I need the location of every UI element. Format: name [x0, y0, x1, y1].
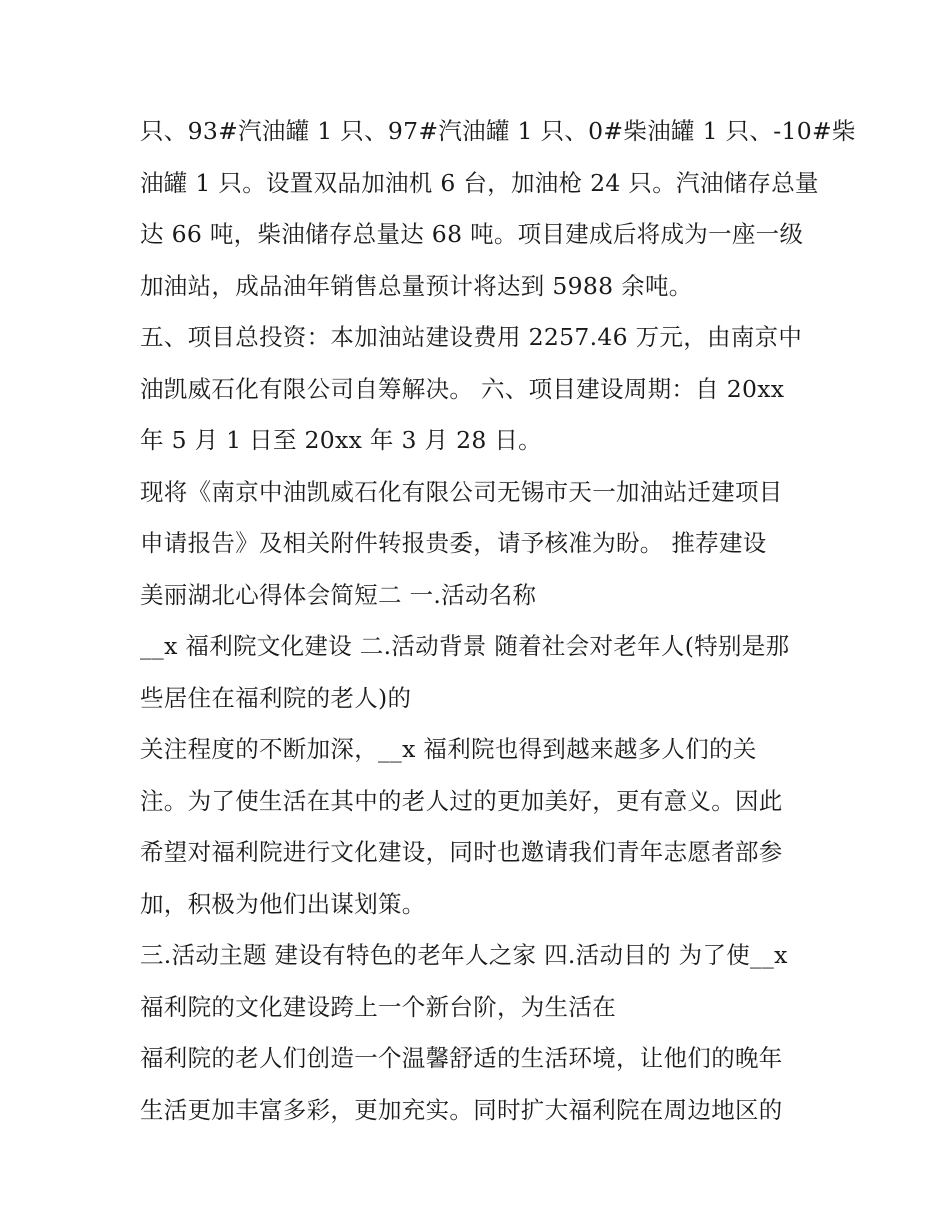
document-body — [140, 110, 856, 1140]
text-line: __x 福利院文化建设 二.活动背景 随着社会对老年人(特别是那 — [140, 632, 790, 660]
text-line: 五、项目总投资：本加油站建设费用 2257.46 万元，由南京中 — [140, 323, 803, 351]
text-line: 关注程度的不断加深，__x 福利院也得到越来越多人们的关 — [140, 735, 757, 763]
text-line: 申请报告》及相关附件转报贵委，请予核准为盼。 推荐建设 — [140, 529, 767, 557]
text-line: 油凯威石化有限公司自筹解决。 六、项目建设周期：自 20xx — [140, 374, 785, 403]
text-line: 美丽湖北心得体会简短二 一.活动名称 — [140, 580, 537, 609]
text-line: 达 66 吨，柴油储存总量达 68 吨。项目建成后将成为一座一级 — [140, 220, 804, 248]
text-line: 些居住在福利院的老人)的 — [140, 683, 412, 712]
text-line: 现将《南京中油凯威石化有限公司无锡市天一加油站迁建项目 — [140, 477, 783, 506]
text-line: 生活更加丰富多彩，更加充实。同时扩大福利院在周边地区的 — [140, 1095, 783, 1124]
text-line: 油罐 1 只。设置双品加油机 6 台，加油枪 24 只。汽油储存总量 — [140, 168, 819, 197]
text-line: 只、93#汽油罐 1 只、97#汽油罐 1 只、0#柴油罐 1 只、-10#柴 — [140, 117, 856, 145]
text-line: 福利院的文化建设跨上一个新台阶，为生活在 — [140, 992, 616, 1021]
text-line: 年 5 月 1 日至 20xx 年 3 月 28 日。 — [140, 426, 542, 454]
text-line: 加油站，成品油年销售总量预计将达到 5988 余吨。 — [140, 271, 693, 300]
text-line: 加，积极为他们出谋划策。 — [140, 889, 426, 918]
text-line: 注。为了使生活在其中的老人过的更加美好，更有意义。因此 — [140, 786, 783, 815]
text-line: 希望对福利院进行文化建设，同时也邀请我们青年志愿者部参 — [140, 838, 783, 866]
text-line: 三.活动主题 建设有特色的老年人之家 四.活动目的 为了使__x — [140, 941, 788, 969]
text-line: 福利院的老人们创造一个温馨舒适的生活环境，让他们的晚年 — [140, 1044, 783, 1072]
